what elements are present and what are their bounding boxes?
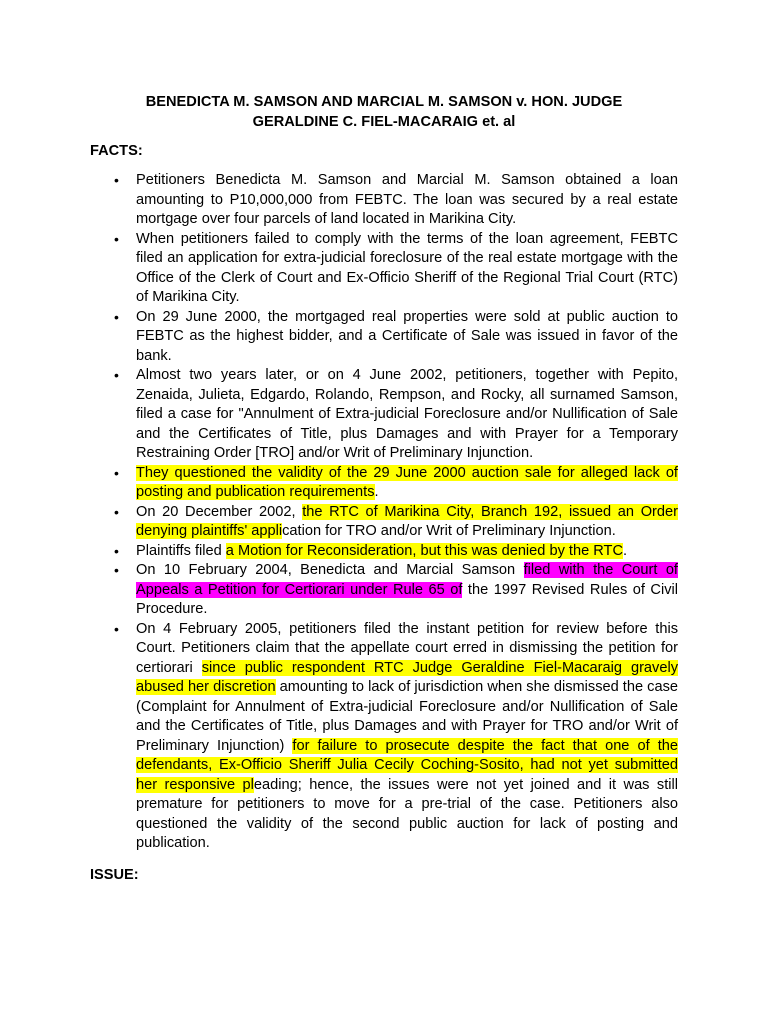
fact-text: amounting to lack of jurisdiction when she dismissed the case (Complaint for Annulment of Extra-judicial Foreclosure and/or Nullification of Sale and the Certificates of Title, plus Damages and with Prayer for TRO and/or Writ of Preliminary Injunction) bbox=[136, 679, 678, 754]
fact-item bbox=[90, 561, 678, 620]
fact-text: . bbox=[374, 484, 379, 500]
fact-text: On 29 June 2000, the mortgaged real properties were sold at public auction to FEBTC as the highest bidder, and a Certificate of Sale was issued in favor of the bank. bbox=[136, 308, 678, 364]
fact-text: Almost two years later, or on 4 June 2002, petitioners, together with Pepito, Zenaida, Julieta, Edgardo, Rolando, Rempson, and Rocky, all surnamed Samson, filed a case for "Annulment of Extra-judicial Foreclosure and/or Nullification of Sale and the Certificates of Title, plus Damages and with Prayer for a Temporary Restraining Order [TRO] and/or Writ of Preliminary Injunction. bbox=[136, 367, 678, 461]
fact-text: On 10 February 2004, Benedicta and Marcial Samson bbox=[136, 562, 524, 578]
fact-text: On 4 February 2005, petitioners filed the instant petition for review before this Court. Petitioners claim that the appellate court erred in dismissing the petition for certiorari bbox=[136, 620, 678, 676]
bullet-icon: • bbox=[114, 562, 119, 578]
fact-text: cation for TRO and/or Writ of Preliminary Injunction. bbox=[282, 523, 616, 539]
fact-item bbox=[90, 230, 678, 308]
fact-item bbox=[90, 464, 678, 503]
bullet-icon: • bbox=[114, 503, 119, 520]
facts-heading: FACTS: bbox=[90, 143, 143, 159]
case-title-line-1: BENEDICTA M. SAMSON AND MARCIAL M. SAMSON v. HON. JUDGE bbox=[145, 94, 623, 110]
fact-item bbox=[90, 503, 678, 542]
highlighted-text: a Motion for Reconsideration, but this was denied by the RTC bbox=[225, 542, 623, 559]
fact-text: When petitioners failed to comply with the terms of the loan agreement, FEBTC filed an application for extra-judicial foreclosure of the real estate mortgage with the Office of the Clerk of Court and Ex-Officio Sheriff of the Regional Trial Court (RTC) of Marikina City. bbox=[136, 230, 678, 305]
case-title-line-2: GERALDINE C. FIEL-MACARAIG et. al bbox=[252, 113, 516, 130]
bullet-icon: • bbox=[114, 230, 119, 247]
highlighted-text: for failure to prosecute despite the fact that one of the defendants, Ex-Officio Sheriff Julia Cecily Coching-Sosito, had not yet submitted her responsive pl bbox=[136, 737, 678, 793]
fact-text: Petitioners Benedicta M. Samson and Marcial M. Samson obtained a loan amounting to P10,000,000 from FEBTC. The loan was secured by a real estate mortgage over four parcels of land located in Marikina City. bbox=[136, 172, 678, 227]
case-title bbox=[0, 93, 768, 132]
bullet-icon: • bbox=[114, 367, 119, 383]
bullet-icon: • bbox=[114, 172, 119, 188]
bullet-icon: • bbox=[114, 308, 119, 325]
fact-text: eading; hence, the issues were not yet joined and it was still premature for petitioners to move for a pre-trial of the case. Petitioners also questioned the validity of the second public auction for lack of posting and publication. bbox=[136, 776, 678, 851]
fact-item bbox=[90, 308, 678, 367]
bullet-icon: • bbox=[114, 464, 119, 481]
highlighted-text: They questioned the validity of the 29 June 2000 auction sale for alleged lack of posting and publication requirements bbox=[136, 464, 678, 500]
issue-heading: ISSUE: bbox=[90, 867, 139, 883]
fact-text: Plaintiffs filed bbox=[136, 542, 226, 559]
highlighted-text: since public respondent RTC Judge Geraldine Fiel-Macaraig gravely abused her discretion bbox=[136, 659, 678, 695]
fact-item bbox=[90, 366, 678, 464]
facts-list bbox=[90, 171, 678, 854]
bullet-icon: • bbox=[114, 620, 119, 637]
bullet-icon: • bbox=[114, 542, 119, 559]
fact-item bbox=[90, 171, 678, 230]
fact-item bbox=[90, 620, 678, 854]
highlighted-text: filed with the Court of Appeals a Petition for Certiorari under Rule 65 of bbox=[136, 562, 678, 598]
fact-item bbox=[90, 542, 678, 562]
fact-text: . bbox=[623, 542, 628, 559]
highlighted-text: the RTC of Marikina City, Branch 192, issued an Order denying plaintiffs' appli bbox=[136, 503, 678, 539]
fact-text: the 1997 Revised Rules of Civil Procedure. bbox=[136, 581, 678, 617]
fact-text: On 20 December 2002, bbox=[136, 503, 303, 520]
